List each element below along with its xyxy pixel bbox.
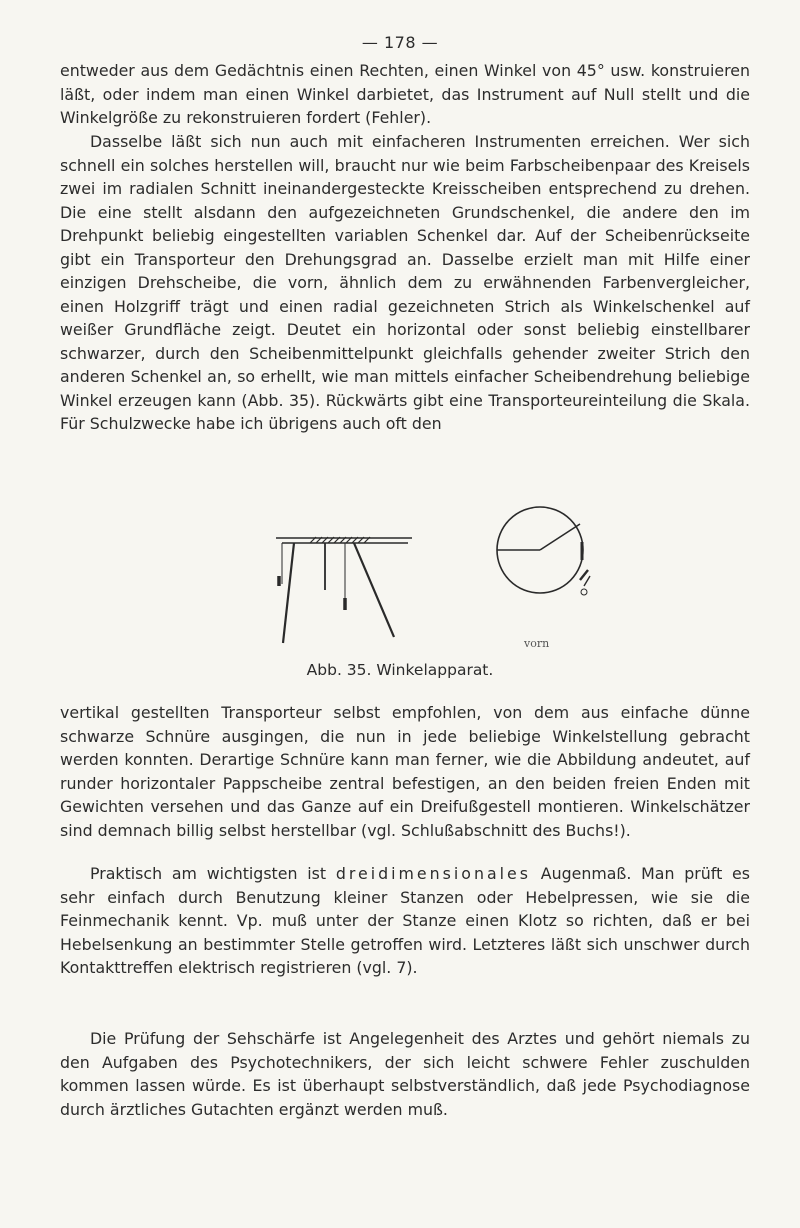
figure-caption: Abb. 35. Winkelapparat. bbox=[306, 661, 494, 679]
tripod-drawing bbox=[276, 537, 412, 643]
paragraph-4 bbox=[60, 862, 750, 980]
disc-drawing bbox=[497, 507, 590, 595]
page-number: — 178 — bbox=[361, 33, 439, 52]
paragraph-5: Die Prüfung der Sehschärfe ist Angelegenheit des Arztes und gehört niemals zu den Aufgaben des Psychotechnikers, der sich leicht schwere Fehler zuschulden kommen lassen würde. Es ist überhaupt selbstverständlich, daß jede Psychodiagnose durch ärztliches Gutachten ergänzt werden muß. bbox=[60, 1029, 750, 1119]
figure-winkelapparat bbox=[250, 500, 620, 650]
paragraph-4-rest: Augenmaß. Man prüft es sehr einfach durch Benutzung kleiner Stanzen oder Hebelpressen, wie sie die Feinmechanik kennt. Vp. muß unter der Stanze einen Klotz so richten, daß er bei Hebelsenkung an bestimmter Stelle getroffen wird. Letzteres läßt sich unschwer durch Kontakttreffen elektrisch registrieren (vgl. 7). bbox=[60, 864, 750, 977]
paragraph-2: Dasselbe läßt sich nun auch mit einfacheren Instrumenten erreichen. Wer sich schnell ein solches herstellen will, braucht nur wie beim Farbscheibenpaar des Kreisels zwei im radialen Schnitt ineinandergesteckte Kreisscheiben entsprechend zu drehen. Die eine stellt alsdann den aufgezeichneten Grundschenkel, die andere den im Drehpunkt beliebig eingestellten variablen Schenkel dar. Auf der Scheibenrückseite gibt ein Transporteur den Drehungsgrad an. Dasselbe erzielt man mit Hilfe einer einzigen Drehscheibe, die vorn, ähnlich dem zu erwähnenden Farbenvergleicher, einen Holzgriff trägt und einen radial gezeichneten Strich als Winkelschenkel auf weißer Grundfläche zeigt. Deutet ein horizontal oder sonst beliebig einstellbarer schwarzer, durch den Scheibenmittelpunkt gleichfalls gehender zweiter Strich den anderen Schenkel an, so erhellt, wie man mittels einfacher Scheibendrehung beliebige Winkel erzeugen kann (Abb. 35). Rückwärts gibt eine Transporteureinteilung die Skala. Für Schulzwecke habe ich übrigens auch oft den bbox=[60, 132, 750, 433]
emphasized-term: dreidimensionales bbox=[335, 864, 531, 883]
figure-note: vorn bbox=[524, 637, 550, 650]
paragraph-1: entweder aus dem Gedächtnis einen Rechten, einen Winkel von 45° usw. konstruieren läßt, oder indem man einen Winkel darbietet, das Instrument auf Null stellt und die Winkelgröße zu rekonstruieren fordert (Fehler). bbox=[60, 61, 750, 127]
paragraph-3: vertikal gestellten Transporteur selbst empfohlen, von dem aus einfache dünne schwarze Schnüre ausgingen, die nun in jede beliebige Winkelstellung gebracht werden konnten. Derartige Schnüre kann man ferner, wie die Abbildung andeutet, auf runder horizontaler Pappscheibe zentral befestigen, an den beiden freien Enden mit Gewichten versehen und das Ganze auf ein Dreifußgestell montieren. Winkelschätzer sind demnach billig selbst herstellbar (vgl. Schlußabschnitt des Buchs!). bbox=[60, 703, 750, 840]
paragraph-4-start: Praktisch am wichtigsten ist bbox=[90, 864, 327, 883]
